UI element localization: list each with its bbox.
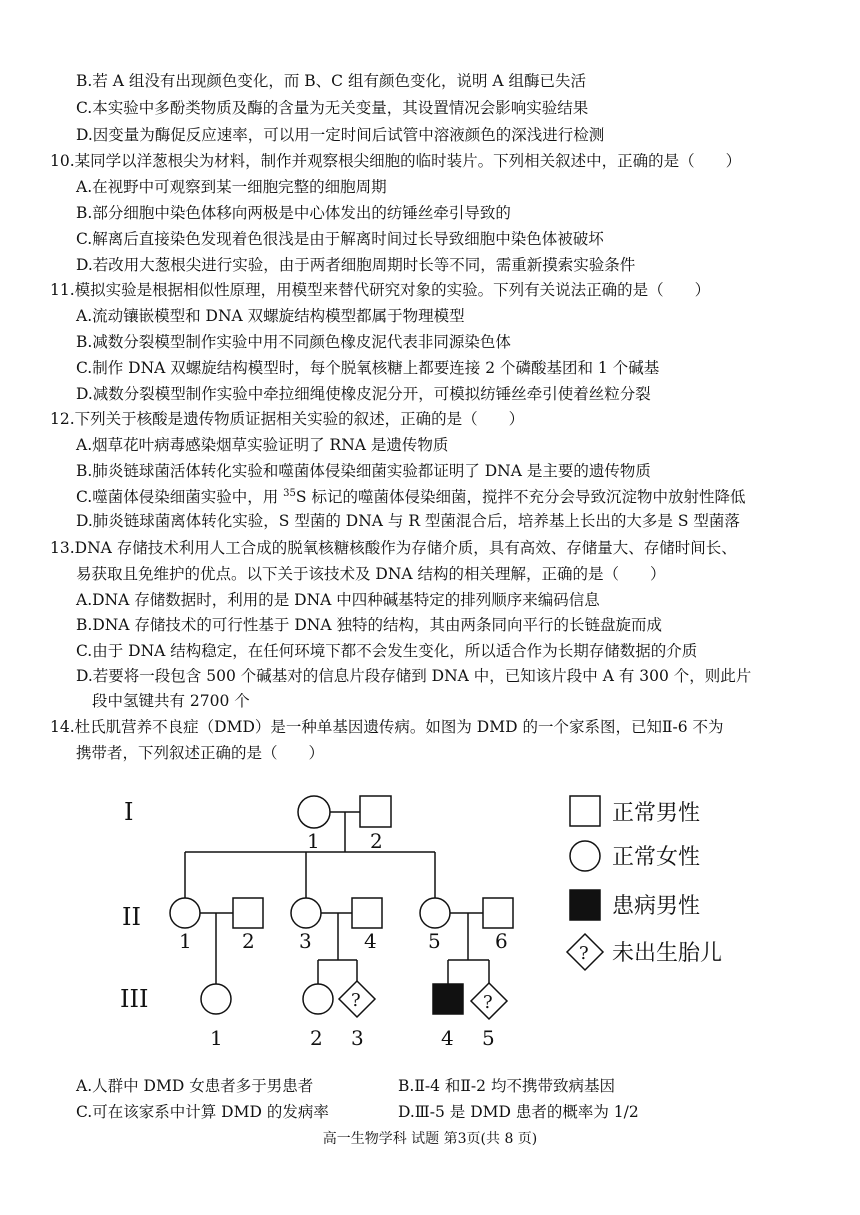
q14-option-d: D.Ⅲ-5 是 DMD 患者的概率为 1/2 [398,1103,639,1121]
II3-female [291,898,321,928]
III4-label: 4 [441,1026,454,1050]
legend-female-symbol [570,841,600,871]
text-line: 14.杜氏肌营养不良症（DMD）是一种单基因遗传病。如图为 DMD 的一个家系图，已知Ⅱ-6 不为 [50,718,724,736]
text-line: B.若 A 组没有出现颜色变化，而 B、C 组有颜色变化，说明 A 组酶已失活 [76,72,587,90]
II2-label: 2 [242,929,255,953]
q14-option-a: A.人群中 DMD 女患者多于男患者 [76,1077,314,1095]
legend-normal-female: 正常女性 [612,845,701,870]
text-line: D.肺炎链球菌离体转化实验，S 型菌的 DNA 与 R 型菌混合后，培养基上长出的大多是 S 型菌落 [76,512,740,530]
text-line: B.DNA 存储技术的可行性基于 DNA 独特的结构，其由两条同向平行的长链盘旋而成 [76,616,662,634]
text-line: D.减数分裂模型制作实验中牵拉细绳使橡皮泥分开，可模拟纺锤丝牵引使着丝粒分裂 [76,385,651,403]
text-line: D.若改用大葱根尖进行实验，由于两者细胞周期时长等不同，需重新摸索实验条件 [76,256,636,274]
II2-male [233,898,263,928]
pedigree-chart [100,780,760,1060]
text-line: C.制作 DNA 双螺旋结构模型时，每个脱氧核糖上都要连接 2 个磷酸基团和 1 个碱基 [76,359,660,377]
text-line: 11.模拟实验是根据相似性原理，用模型来替代研究对象的实验。下列有关说法正确的是（ ） [50,281,711,299]
legend-unborn-fetus: 未出生胎儿 [612,941,723,966]
text-line: C.由于 DNA 结构稳定，在任何环境下都不会发生变化，所以适合作为长期存储数据的介质 [76,642,698,660]
II4-label: 4 [364,929,377,953]
q12c-text-post: S 标记的噬菌体侵染细菌，搅拌不充分会导致沉淀物中放射性降低 [295,488,746,506]
q14-option-c: C.可在该家系中计算 DMD 的发病率 [76,1103,329,1121]
text-line: D.因变量为酶促反应速率，可以用一定时间后试管中溶液颜色的深浅进行检测 [76,126,605,144]
legend-affected-male: 患病男性 [612,894,701,919]
III2-female [303,984,333,1014]
legend-normal-male: 正常男性 [612,801,701,826]
II4-male [352,898,382,928]
III3-question-mark: ? [351,990,361,1011]
II5-female [420,898,450,928]
generation-label-II: II [122,903,141,931]
I1-label: 1 [307,829,320,853]
q14-option-b: B.Ⅱ-4 和Ⅱ-2 均不携带致病基因 [398,1077,615,1095]
legend-question-mark: ? [579,943,589,964]
text-line: A.在视野中可观察到某一细胞完整的细胞周期 [76,178,387,196]
II1-female [170,898,200,928]
I1-female [298,796,330,828]
II3-label: 3 [299,929,312,953]
III3-label: 3 [351,1026,364,1050]
text-line: 易获取且免维护的优点。以下关于该技术及 DNA 结构的相关理解，正确的是（ ） [76,565,666,583]
text-line: A.DNA 存储数据时，利用的是 DNA 中四种碱基特定的排列顺序来编码信息 [76,591,600,609]
III4-affected-male [433,984,463,1014]
II6-male [483,898,513,928]
legend-affected-male-symbol [570,890,600,920]
text-line: 段中氢键共有 2700 个 [92,692,250,710]
text-line: C.本实验中多酚类物质及酶的含量为无关变量，其设置情况会影响实验结果 [76,99,589,117]
page-footer: 高一生物学科 试题 第3页(共 8 页) [322,1131,538,1147]
III1-female [201,984,231,1014]
text-line: B.肺炎链球菌活体转化实验和噬菌体侵染细菌实验都证明了 DNA 是主要的遗传物质 [76,462,651,480]
II6-label: 6 [495,929,508,953]
q12c-superscript: 35 [283,487,296,499]
legend-male-symbol [570,796,600,826]
generation-label-I: I [124,798,134,826]
text-line: A.流动镶嵌模型和 DNA 双螺旋结构模型都属于物理模型 [76,307,465,325]
generation-label-III: III [120,985,149,1013]
text-line: C.解离后直接染色发现着色很浅是由于解离时间过长导致细胞中染色体被破坏 [76,230,604,248]
III5-question-mark: ? [483,992,493,1013]
I2-label: 2 [370,829,383,853]
text-line: 10.某同学以洋葱根尖为材料，制作并观察根尖细胞的临时装片。下列相关叙述中，正确的是（ ） [50,152,742,170]
text-line: 携带者，下列叙述正确的是（ ） [76,744,325,762]
q12-option-c [76,486,745,508]
I2-male [360,796,391,827]
text-line: B.减数分裂模型制作实验中用不同颜色橡皮泥代表非同源染色体 [76,333,511,351]
III1-label: 1 [210,1026,223,1050]
II1-label: 1 [179,929,192,953]
III5-label: 5 [482,1026,495,1050]
text-line: 13.DNA 存储技术利用人工合成的脱氧核糖核酸作为存储介质，具有高效、存储量大、存储时间长、 [50,539,737,557]
text-line: B.部分细胞中染色体移向两极是中心体发出的纺锤丝牵引导致的 [76,204,511,222]
text-line: 12.下列关于核酸是遗传物质证据相关实验的叙述，正确的是（ ） [50,410,525,428]
II5-label: 5 [428,929,441,953]
text-line: D.若要将一段包含 500 个碱基对的信息片段存储到 DNA 中，已知该片段中 A 有 300 个，则此片 [76,667,752,685]
text-line: A.烟草花叶病毒感染烟草实验证明了 RNA 是遗传物质 [76,436,449,454]
III2-label: 2 [310,1026,323,1050]
q12c-text-pre: C.噬菌体侵染细菌实验中，用 [76,488,284,506]
